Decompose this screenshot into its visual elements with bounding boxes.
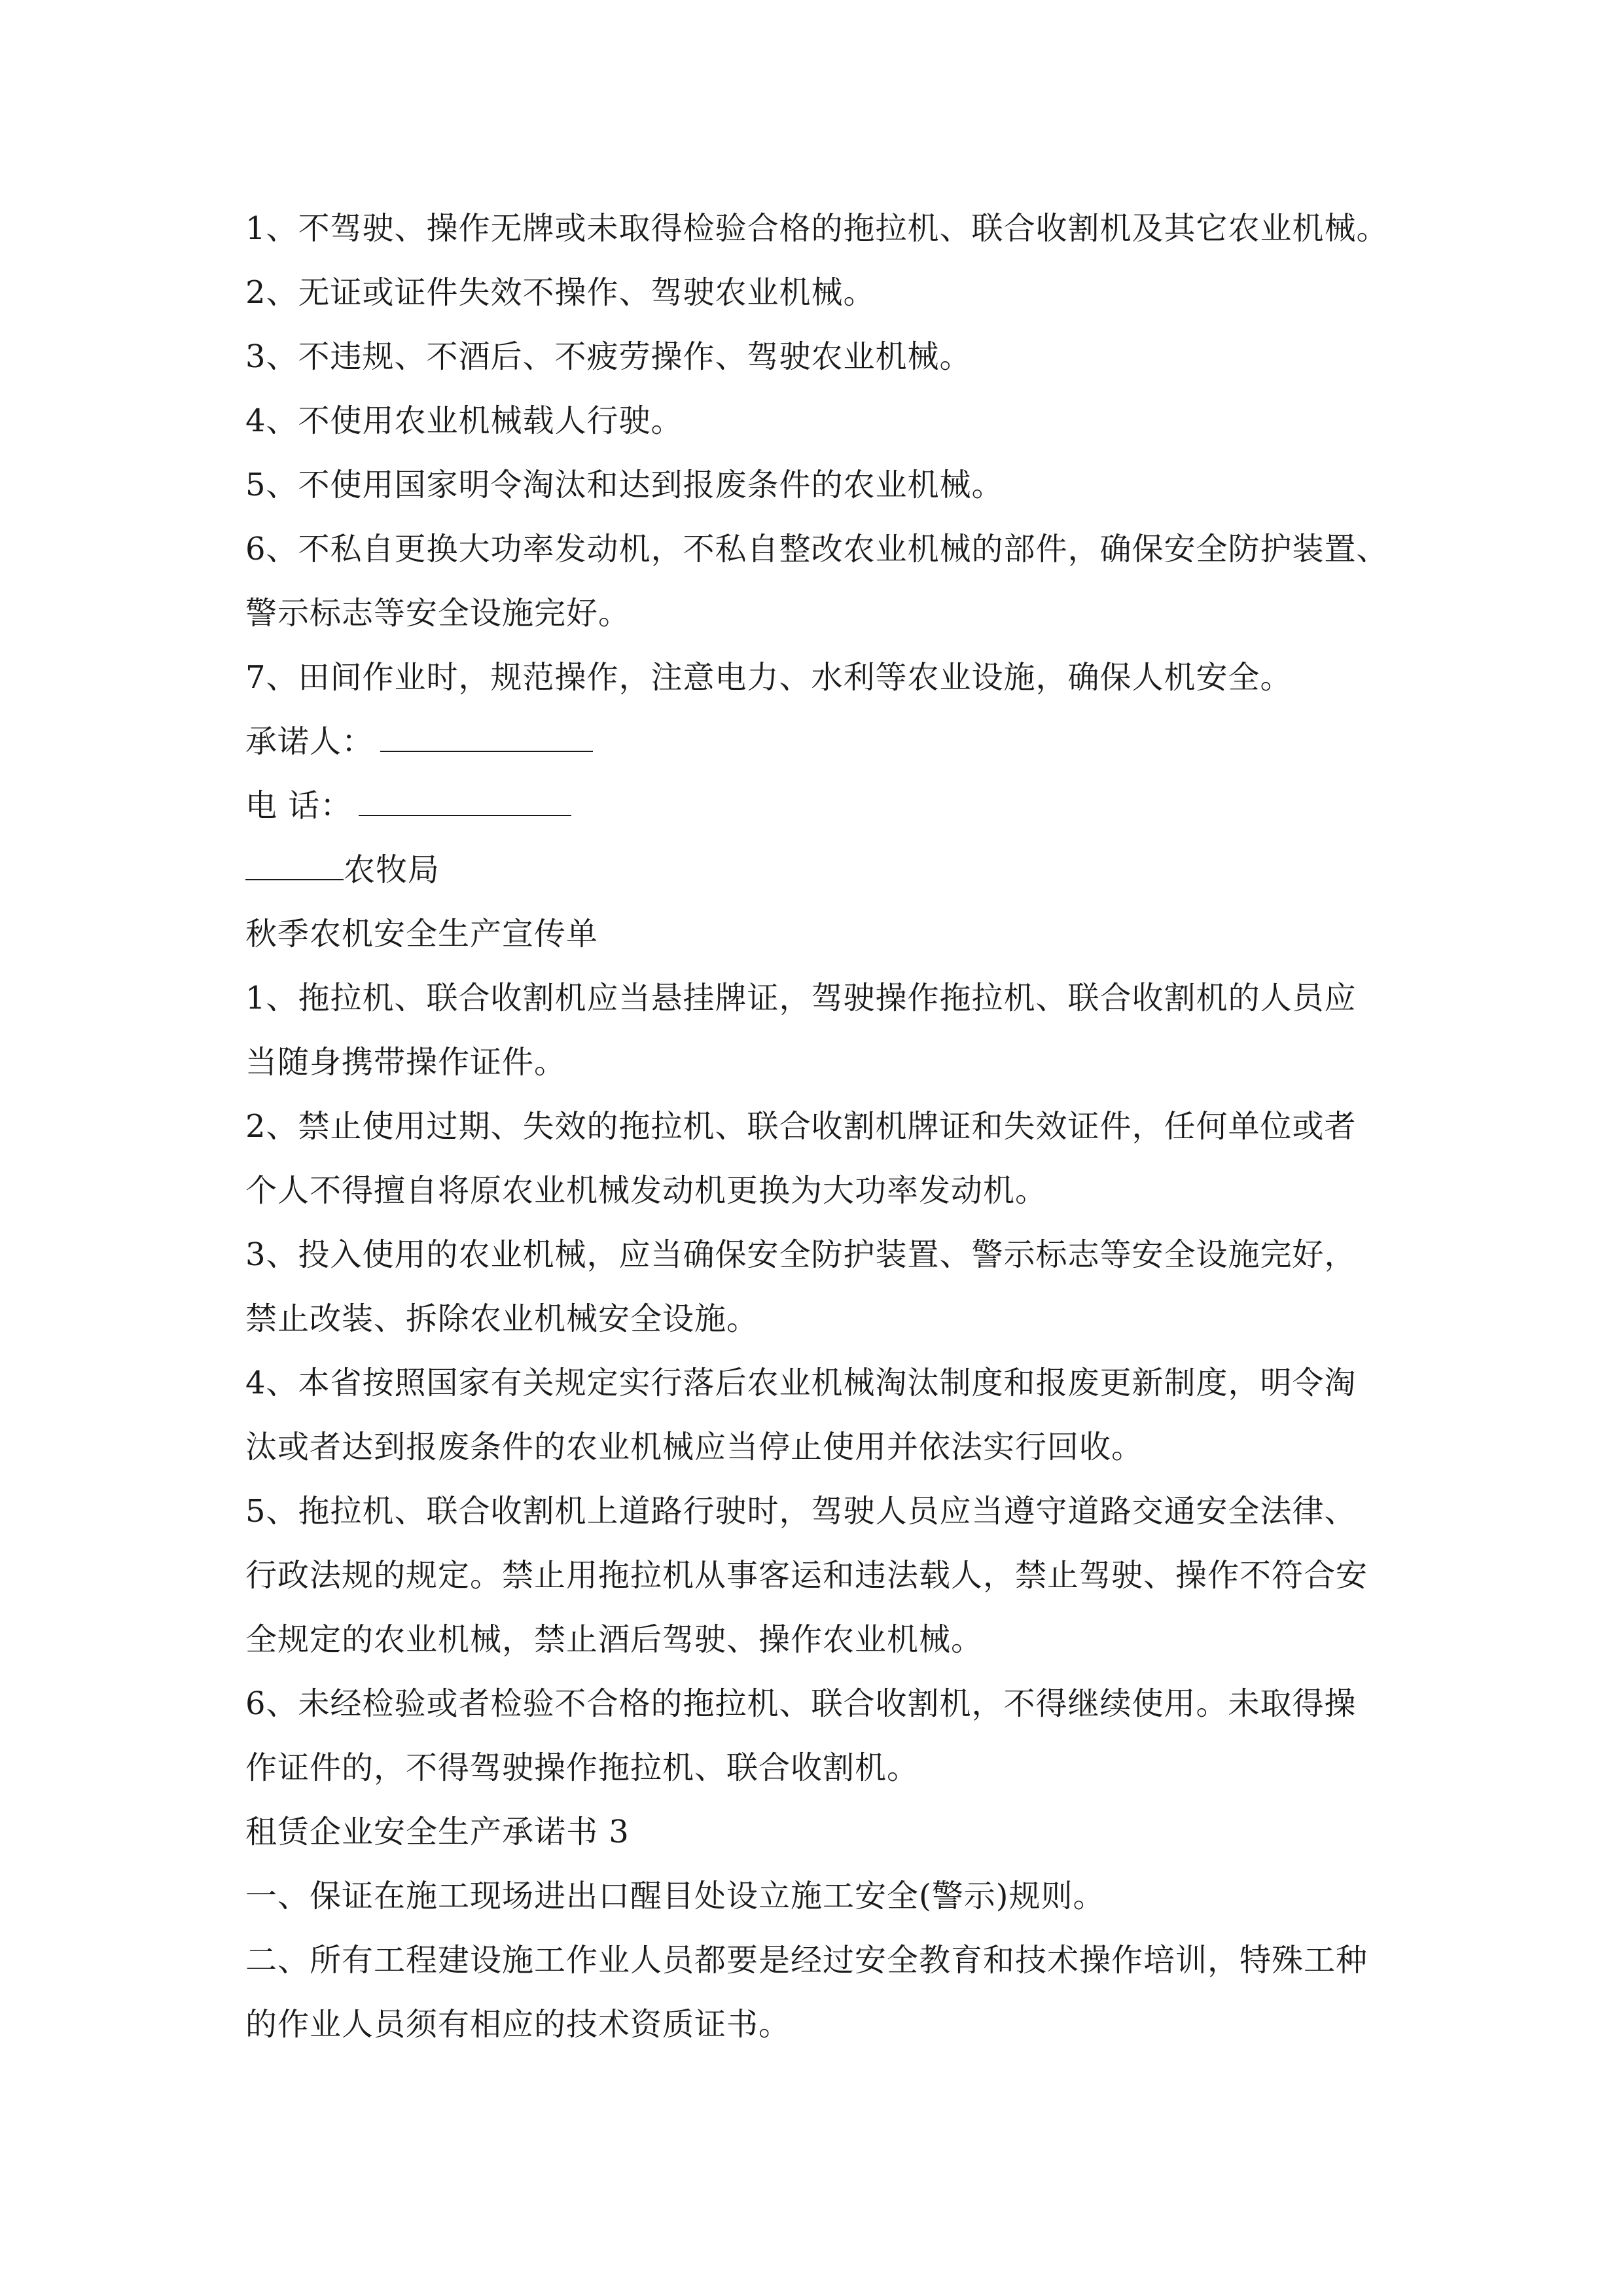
leaflet-title: 秋季农机安全生产宣传单	[245, 916, 599, 952]
leaflet-line: 个人不得擅自将原农业机械发动机更换为大功率发动机。	[245, 1172, 1048, 1209]
lease-line: 的作业人员须有相应的技术资质证书。	[245, 2006, 791, 2043]
leaflet-line: 1、拖拉机、联合收割机应当悬挂牌证，驾驶操作拖拉机、联合收割机的人员应	[245, 980, 1357, 1016]
phone-blank[interactable]	[359, 783, 571, 816]
leaflet-line: 4、本省按照国家有关规定实行落后农业机械淘汰制度和报废更新制度，明令淘	[245, 1365, 1357, 1401]
commitment-item: 3、不违规、不酒后、不疲劳操作、驾驶农业机械。	[245, 338, 972, 375]
promisor-label: 承诺人：	[245, 723, 374, 760]
leaflet-line: 5、拖拉机、联合收割机上道路行驶时，驾驶人员应当遵守道路交通安全法律、	[245, 1493, 1357, 1530]
promisor-blank[interactable]	[380, 719, 593, 752]
leaflet-line: 2、禁止使用过期、失效的拖拉机、联合收割机牌证和失效证件，任何单位或者	[245, 1108, 1357, 1145]
leaflet-line: 汰或者达到报废条件的农业机械应当停止使用并依法实行回收。	[245, 1429, 1144, 1465]
leaflet-line: 行政法规的规定。禁止用拖拉机从事客运和违法载人，禁止驾驶、操作不符合安	[245, 1557, 1368, 1594]
agency-suffix: 农牧局	[344, 852, 440, 888]
leaflet-line: 禁止改装、拆除农业机械安全设施。	[245, 1300, 759, 1337]
commitment-item: 5、不使用国家明令淘汰和达到报废条件的农业机械。	[245, 467, 1004, 503]
promisor-signature-line	[245, 709, 1397, 774]
agency-blank[interactable]	[245, 848, 344, 880]
leaflet-line: 作证件的，不得驾驶操作拖拉机、联合收割机。	[245, 1749, 919, 1786]
lease-commitment-title: 租赁企业安全生产承诺书 3	[245, 1814, 630, 1850]
leaflet-line: 3、投入使用的农业机械，应当确保安全防护装置、警示标志等安全设施完好，	[245, 1236, 1357, 1273]
commitment-item: 1、不驾驶、操作无牌或未取得检验合格的拖拉机、联合收割机及其它农业机械。	[245, 210, 1389, 247]
leaflet-line: 全规定的农业机械，禁止酒后驾驶、操作农业机械。	[245, 1621, 984, 1658]
commitment-item: 7、田间作业时，规范操作，注意电力、水利等农业设施，确保人机安全。	[245, 659, 1293, 696]
document-body	[245, 196, 1397, 2056]
phone-label: 电 话：	[245, 787, 353, 824]
lease-line: 二、所有工程建设施工作业人员都要是经过安全教育和技术操作培训，特殊工种	[245, 1942, 1368, 1979]
commitment-item: 6、不私自更换大功率发动机，不私自整改农业机械的部件，确保安全防护装置、	[245, 531, 1389, 567]
leaflet-line: 当随身携带操作证件。	[245, 1044, 567, 1081]
leaflet-line: 6、未经检验或者检验不合格的拖拉机、联合收割机，不得继续使用。未取得操	[245, 1685, 1357, 1722]
lease-line: 一、保证在施工现场进出口醒目处设立施工安全(警示)规则。	[245, 1878, 1105, 1914]
commitment-item: 警示标志等安全设施完好。	[245, 595, 631, 632]
phone-line	[245, 774, 1397, 838]
commitment-item: 4、不使用农业机械载人行驶。	[245, 403, 683, 439]
agency-line	[245, 838, 1397, 902]
commitment-item: 2、无证或证件失效不操作、驾驶农业机械。	[245, 274, 876, 311]
